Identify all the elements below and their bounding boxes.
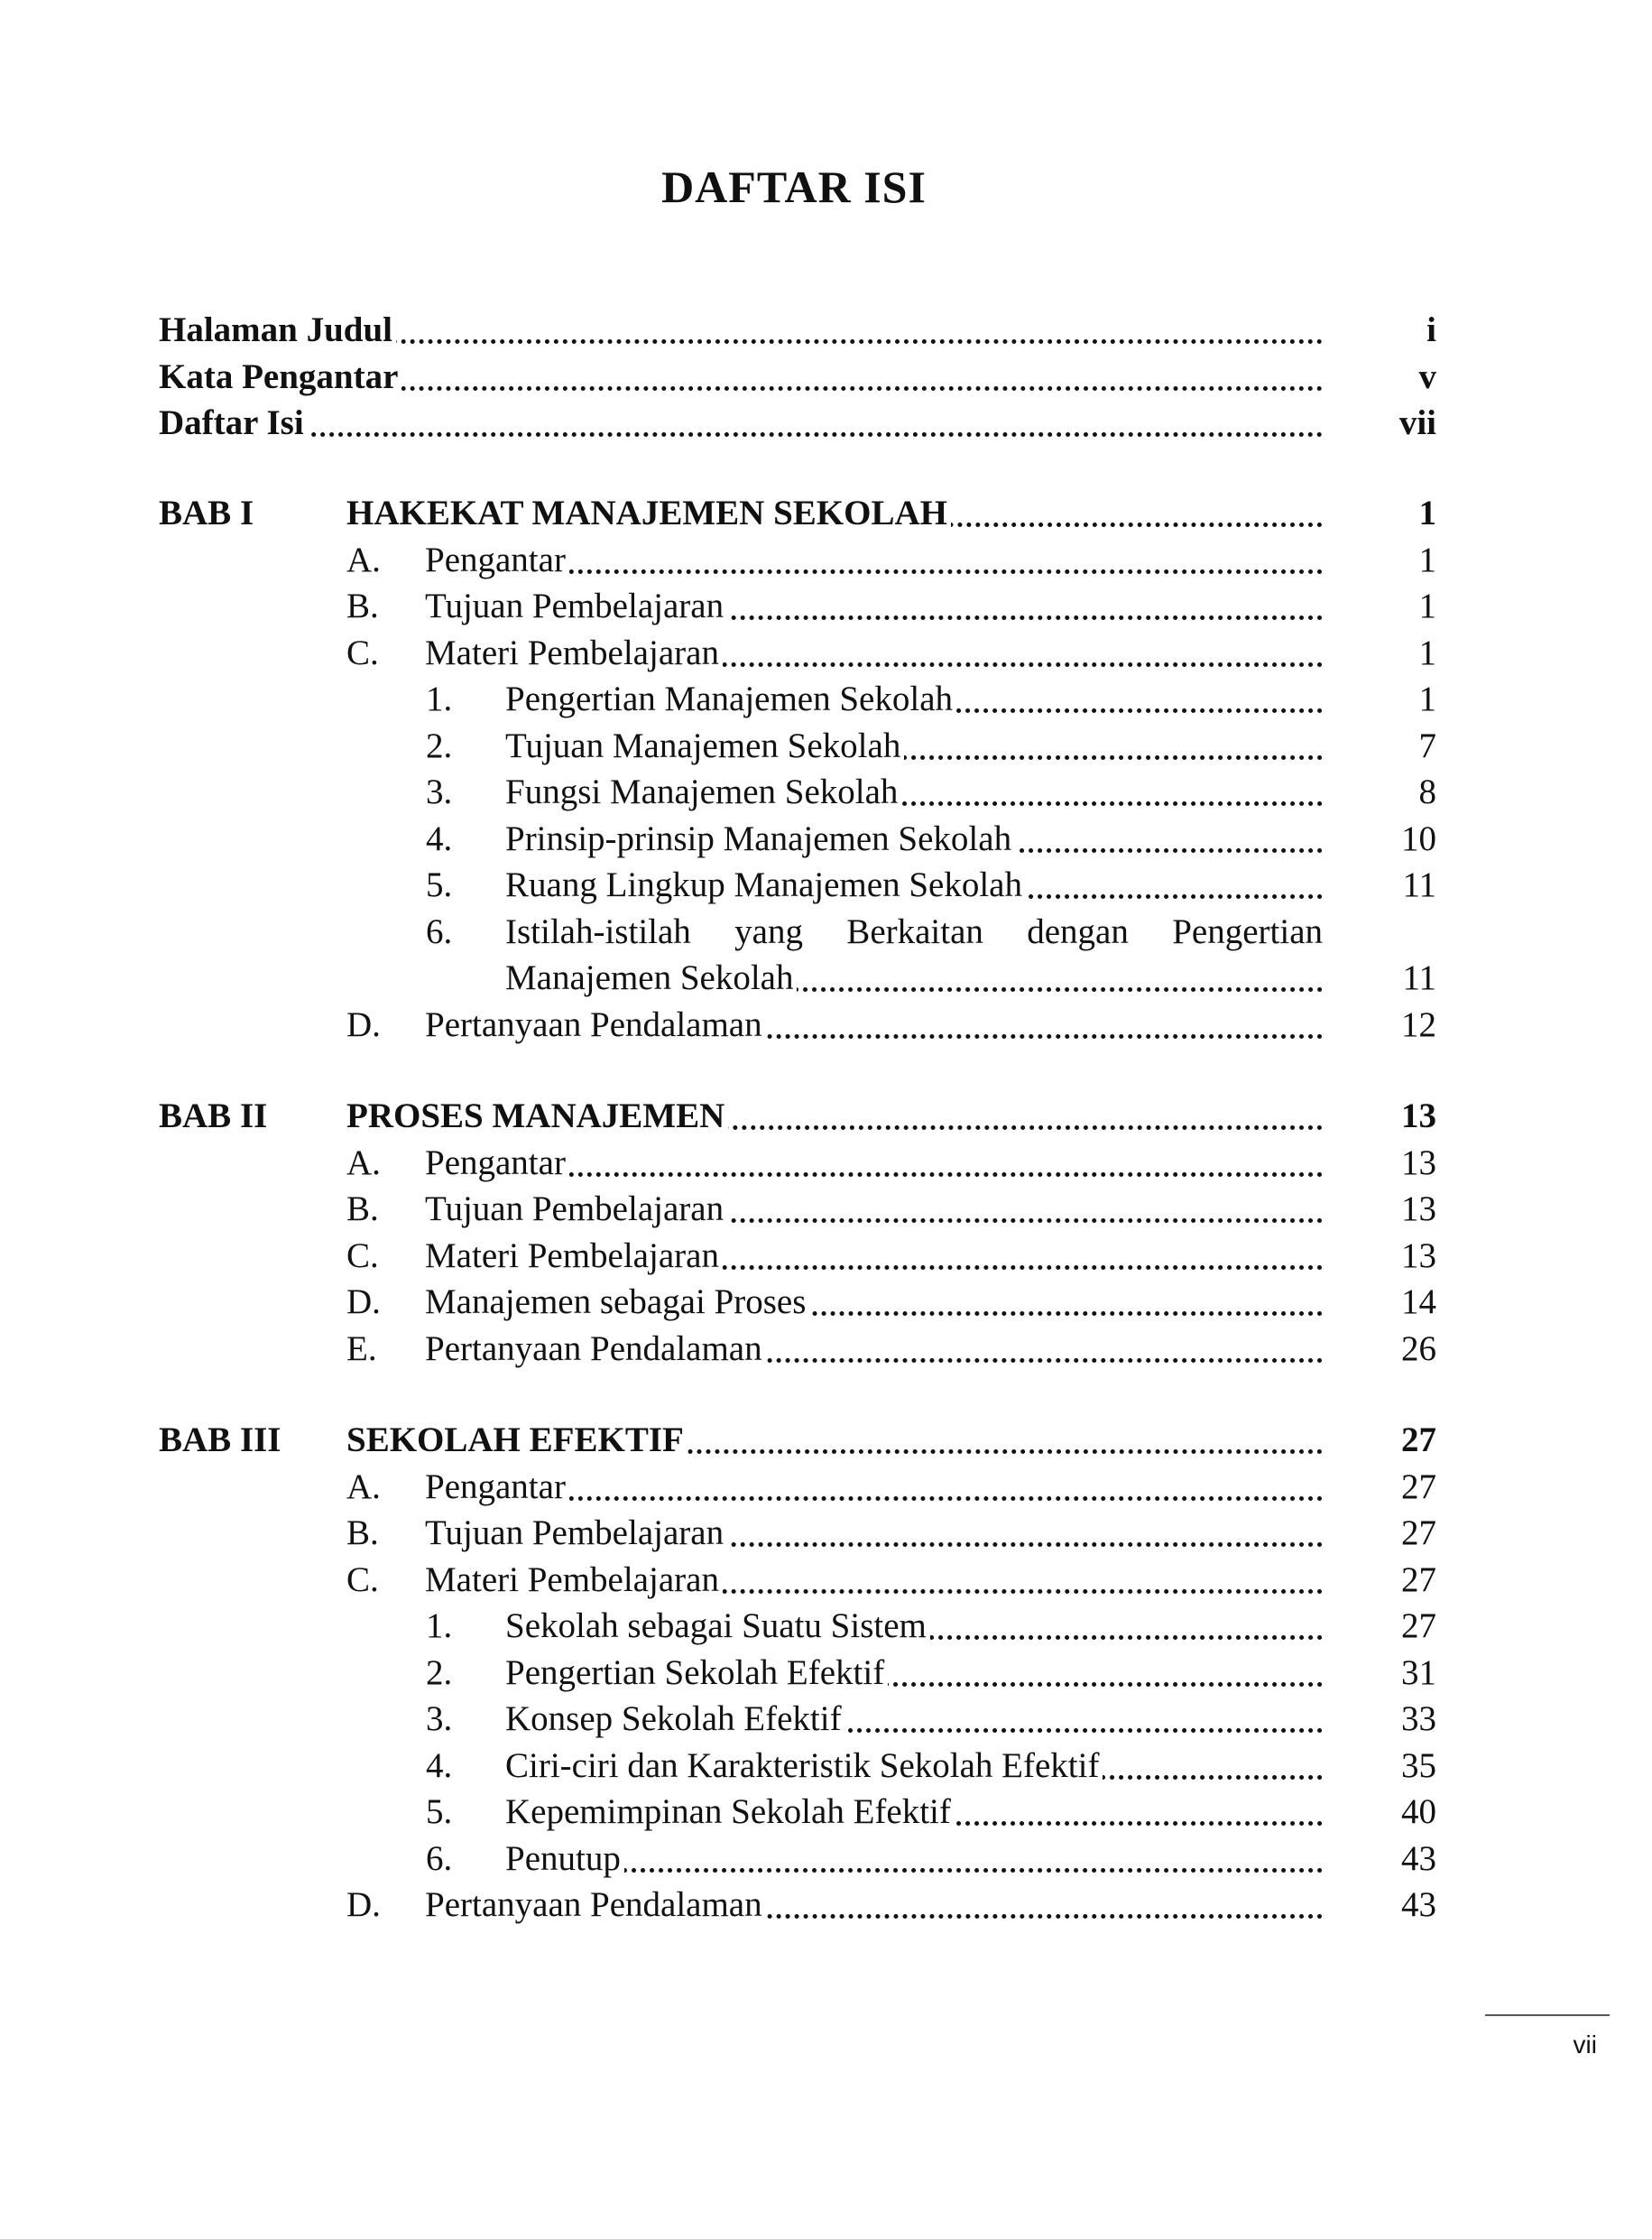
section-page-number: 43 xyxy=(1401,1885,1436,1925)
front-matter-page-number: v xyxy=(1418,356,1436,396)
item-page-number: 33 xyxy=(1401,1699,1436,1739)
section-entry[interactable] xyxy=(425,1882,1323,1929)
section-entry[interactable] xyxy=(425,583,1323,630)
section-text: Tujuan Pembelajaran xyxy=(425,583,727,630)
section-entry[interactable] xyxy=(425,537,1323,584)
section-text: Materi Pembelajaran xyxy=(425,630,723,677)
section-marker: B. xyxy=(346,587,379,626)
item-page-number: 31 xyxy=(1401,1652,1436,1692)
front-matter-entry[interactable] xyxy=(159,354,1323,401)
section-entry[interactable] xyxy=(425,1233,1323,1280)
section-page-number: 27 xyxy=(1401,1559,1436,1599)
section-text: Materi Pembelajaran xyxy=(425,1557,723,1604)
page-title: DAFTAR ISI xyxy=(661,162,927,212)
item-entry[interactable] xyxy=(505,862,1323,909)
item-entry[interactable] xyxy=(505,1696,1323,1743)
chapter-title-page-number: 1 xyxy=(1418,494,1436,533)
section-marker: D. xyxy=(346,1282,381,1322)
item-number: 4. xyxy=(426,819,453,858)
front-matter-text: Halaman Judul xyxy=(159,307,396,354)
section-page-number: 27 xyxy=(1401,1513,1436,1553)
section-marker: A. xyxy=(346,1466,381,1506)
item-text: Ciri-ciri dan Karakteristik Sekolah Efektif xyxy=(505,1743,1103,1790)
item-number: 3. xyxy=(426,1699,453,1739)
item-text: Prinsip-prinsip Manajemen Sekolah xyxy=(505,816,1015,863)
item-text: Kepemimpinan Sekolah Efektif xyxy=(505,1789,955,1836)
item-page-number: 40 xyxy=(1401,1792,1436,1832)
section-text: Tujuan Pembelajaran xyxy=(425,1186,727,1233)
item-entry[interactable] xyxy=(505,676,1323,723)
front-matter-entry[interactable] xyxy=(159,307,1323,354)
chapter-label: BAB III xyxy=(159,1420,281,1460)
section-text: Pertanyaan Pendalaman xyxy=(425,1002,766,1049)
item-text: Sekolah sebagai Suatu Sistem xyxy=(505,1603,930,1650)
section-entry[interactable] xyxy=(425,1326,1323,1373)
chapter-title-page-number: 27 xyxy=(1401,1420,1436,1460)
section-text: Pengantar xyxy=(425,1464,569,1511)
section-marker: D. xyxy=(346,1885,381,1925)
item-page-number: 11 xyxy=(1402,865,1436,905)
section-page-number: 13 xyxy=(1401,1235,1436,1275)
chapter-title-entry[interactable] xyxy=(346,1093,1323,1140)
chapter-label: BAB I xyxy=(159,494,254,533)
section-entry[interactable] xyxy=(425,1510,1323,1557)
section-marker: B. xyxy=(346,1513,379,1553)
item-entry[interactable] xyxy=(505,1789,1323,1836)
item-page-number: 43 xyxy=(1401,1838,1436,1878)
section-marker: C. xyxy=(346,633,379,672)
section-marker: A. xyxy=(346,540,381,579)
item-entry[interactable] xyxy=(505,1836,1323,1883)
section-page-number: 27 xyxy=(1401,1466,1436,1506)
section-marker: D. xyxy=(346,1004,381,1044)
section-marker: A. xyxy=(346,1143,381,1182)
item-entry[interactable] xyxy=(505,1603,1323,1650)
section-page-number: 1 xyxy=(1418,633,1436,672)
item-page-number: 11 xyxy=(1402,958,1436,998)
item-text: Konsep Sekolah Efektif xyxy=(505,1696,845,1743)
section-marker: E. xyxy=(346,1328,377,1368)
footer-rule xyxy=(1485,2014,1610,2016)
item-page-number: 7 xyxy=(1418,726,1436,765)
item-number: 6. xyxy=(426,911,453,951)
section-marker: B. xyxy=(346,1189,379,1229)
section-page-number: 14 xyxy=(1401,1282,1436,1322)
item-entry[interactable] xyxy=(505,816,1323,863)
section-text: Pengantar xyxy=(425,537,569,584)
section-entry[interactable] xyxy=(425,1557,1323,1604)
item-page-number: 35 xyxy=(1401,1745,1436,1785)
item-number: 2. xyxy=(426,726,453,765)
chapter-title-page-number: 13 xyxy=(1401,1096,1436,1136)
item-text: Pengertian Sekolah Efektif xyxy=(505,1650,888,1697)
section-text: Tujuan Pembelajaran xyxy=(425,1510,727,1557)
section-text: Pertanyaan Pendalaman xyxy=(425,1882,766,1929)
item-entry[interactable] xyxy=(505,1743,1323,1790)
item-number: 6. xyxy=(426,1838,453,1878)
footer-page-number: vii xyxy=(1573,2031,1597,2059)
item-number: 4. xyxy=(426,1745,453,1785)
chapter-title-entry[interactable] xyxy=(346,1417,1323,1464)
item-text: Penutup xyxy=(505,1836,624,1883)
section-page-number: 12 xyxy=(1401,1004,1436,1044)
section-entry[interactable] xyxy=(425,1002,1323,1049)
chapter-title-entry[interactable] xyxy=(346,490,1323,537)
item-entry[interactable] xyxy=(505,1650,1323,1697)
section-marker: C. xyxy=(346,1559,379,1599)
item-number: 1. xyxy=(426,1606,453,1646)
section-entry[interactable] xyxy=(425,1279,1323,1326)
section-text: Pertanyaan Pendalaman xyxy=(425,1326,766,1373)
section-page-number: 13 xyxy=(1401,1143,1436,1182)
item-number: 3. xyxy=(426,773,453,812)
chapter-title-text: PROSES MANAJEMEN xyxy=(346,1093,728,1140)
item-page-number: 8 xyxy=(1418,773,1436,812)
item-entry[interactable] xyxy=(505,723,1323,770)
item-number: 5. xyxy=(426,1792,453,1832)
item-page-number: 27 xyxy=(1401,1606,1436,1646)
item-text: Manajemen Sekolah xyxy=(505,955,797,1002)
section-page-number: 26 xyxy=(1401,1328,1436,1368)
section-marker: C. xyxy=(346,1235,379,1275)
item-entry[interactable] xyxy=(505,955,1323,1002)
section-page-number: 13 xyxy=(1401,1189,1436,1229)
item-text: Ruang Lingkup Manajemen Sekolah xyxy=(505,862,1026,909)
item-number: 2. xyxy=(426,1652,453,1692)
chapter-title-text: HAKEKAT MANAJEMEN SEKOLAH xyxy=(346,490,951,537)
section-text: Manajemen sebagai Proses xyxy=(425,1279,809,1326)
section-page-number: 1 xyxy=(1418,587,1436,626)
chapter-label: BAB II xyxy=(159,1096,268,1136)
item-text: Pengertian Manajemen Sekolah xyxy=(505,676,956,723)
section-text: Materi Pembelajaran xyxy=(425,1233,723,1280)
front-matter-page-number: i xyxy=(1426,310,1436,349)
item-number: 5. xyxy=(426,865,453,905)
front-matter-entry[interactable] xyxy=(159,400,1323,447)
front-matter-text: Daftar Isi xyxy=(159,400,308,447)
item-entry[interactable] xyxy=(505,769,1323,816)
section-text: Pengantar xyxy=(425,1140,569,1187)
front-matter-text: Kata Pengantar xyxy=(159,354,401,401)
item-text: Tujuan Manajemen Sekolah xyxy=(505,723,904,770)
item-page-number: 10 xyxy=(1401,819,1436,858)
section-entry[interactable] xyxy=(425,1186,1323,1233)
item-text-line: Istilah-istilah yang Berkaitan dengan Pengertian xyxy=(505,911,1323,951)
dot-leader xyxy=(159,432,1323,437)
item-page-number: 1 xyxy=(1418,680,1436,719)
chapter-title-text: SEKOLAH EFEKTIF xyxy=(346,1417,688,1464)
dot-leader xyxy=(505,1868,1323,1873)
section-page-number: 1 xyxy=(1418,540,1436,579)
item-number: 1. xyxy=(426,680,453,719)
section-entry[interactable] xyxy=(425,1464,1323,1511)
front-matter-page-number: vii xyxy=(1398,403,1436,442)
section-entry[interactable] xyxy=(425,1140,1323,1187)
section-entry[interactable] xyxy=(425,630,1323,677)
item-text: Fungsi Manajemen Sekolah xyxy=(505,769,901,816)
